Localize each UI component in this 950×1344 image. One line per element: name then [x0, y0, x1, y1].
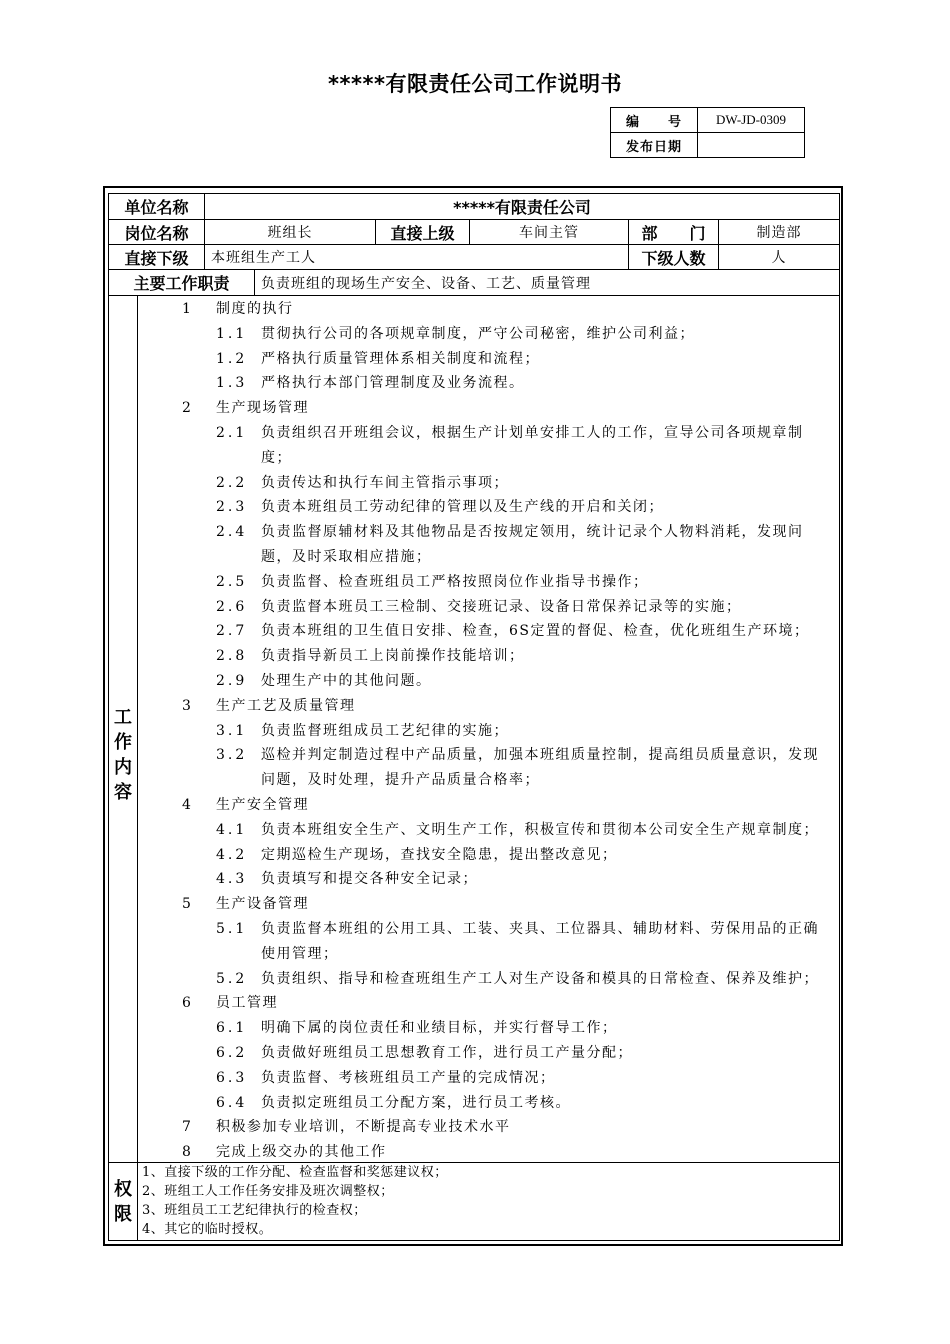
work-item-number: 4.3	[216, 871, 248, 888]
work-item-text: 严格执行本部门管理制度及业务流程。	[261, 375, 525, 392]
position-name-value: 班组长	[205, 220, 376, 245]
work-item-text: 负责本班组安全生产、文明生产工作，积极宣传和贯彻本公司安全生产规章制度；	[261, 821, 819, 838]
work-item-number: 6	[182, 995, 191, 1012]
work-item-number: 3	[182, 697, 191, 714]
work-item-number: 7	[182, 1119, 191, 1136]
work-item-text: 负责做好班组员工思想教育工作，进行员工产量分配；	[261, 1045, 633, 1061]
work-item-text: 负责填写和提交各种安全记录；	[261, 871, 478, 888]
work-item-text: 生产现场管理	[216, 400, 309, 417]
work-item-text: 负责监督、检查班组员工严格按照岗位作业指导书操作；	[261, 573, 649, 590]
work-item-number: 2.1	[216, 425, 248, 441]
job-description-table	[108, 193, 840, 1241]
work-item-text: 明确下属的岗位责任和业绩目标，并实行督导工作；	[261, 1020, 618, 1037]
rights-list	[138, 1163, 840, 1241]
unit-name-value: *****有限责任公司	[205, 194, 840, 220]
work-item-text: 生产设备管理	[216, 896, 309, 913]
work-item-text: 题，及时采取相应措施；	[261, 549, 432, 565]
work-item-text: 处理生产中的其他问题。	[261, 673, 432, 689]
work-item-text: 生产工艺及质量管理	[216, 697, 356, 714]
work-item-text: 负责监督原辅材料及其他物品是否按规定领用，统计记录个人物料消耗，发现问	[261, 524, 804, 541]
work-item-text: 负责指导新员工上岗前操作技能培训；	[261, 648, 525, 665]
work-item-number: 8	[182, 1144, 191, 1161]
work-content-list	[138, 296, 839, 1162]
document-title: *****有限责任公司工作说明书	[328, 72, 622, 96]
work-item-text: 负责监督本班组的公用工具、工装、夹具、工位器具、辅助材料、劳保用品的正确	[261, 921, 819, 937]
work-item-text: 定期巡检生产现场，查找安全隐患，提出整改意见；	[261, 846, 618, 863]
work-item-number: 5	[182, 896, 191, 913]
work-item-number: 1.1	[216, 325, 248, 342]
work-item-number: 1.2	[216, 350, 248, 367]
work-item-number: 5.2	[216, 970, 248, 987]
work-item-number: 2	[182, 400, 191, 417]
work-item-text: 负责本班组的卫生值日安排、检查，6S定置的督促、检查，优化班组生产环境；	[261, 623, 810, 640]
work-item-number: 4.1	[216, 821, 248, 838]
work-item-number: 1	[182, 301, 191, 317]
rights-label: 权限	[109, 1163, 138, 1241]
release-date-value	[698, 133, 805, 158]
work-item-text: 巡检并判定制造过程中产品质量，加强本班组质量控制，提高组员质量意识，发现	[261, 747, 819, 764]
work-item-text: 负责传达和执行车间主管指示事项；	[261, 474, 509, 491]
work-item-number: 2.8	[216, 648, 248, 665]
work-item-number: 5.1	[216, 921, 248, 937]
work-item-number: 2.9	[216, 673, 248, 689]
work-item-text: 完成上级交办的其他工作	[216, 1144, 387, 1161]
department-label: 部 门	[629, 220, 719, 245]
work-item-text: 问题，及时处理，提升产品质量合格率；	[261, 772, 540, 789]
work-item-number: 2.6	[216, 598, 248, 615]
code-value: DW-JD-0309	[698, 108, 805, 133]
work-item-number: 6.1	[216, 1020, 248, 1037]
work-item-number: 6.3	[216, 1069, 248, 1086]
work-item-text: 负责组织召开班组会议，根据生产计划单安排工人的工作，宣导公司各项规章制	[261, 425, 804, 441]
work-item-text: 贯彻执行公司的各项规章制度，严守公司秘密，维护公司利益；	[261, 325, 695, 342]
release-date-label: 发布日期	[611, 133, 698, 158]
work-item-text: 积极参加专业培训，不断提高专业技术水平	[216, 1119, 511, 1136]
direct-superior-value: 车间主管	[470, 220, 629, 245]
rights-item: 1、直接下级的工作分配、检查监督和奖惩建议权；	[142, 1165, 448, 1180]
work-item-text: 负责监督本班员工三检制、交接班记录、设备日常保养记录等的实施；	[261, 598, 742, 615]
work-item-text: 度；	[261, 449, 292, 466]
work-item-number: 3.2	[216, 747, 248, 764]
work-item-text: 员工管理	[216, 995, 278, 1012]
main-duty-value: 负责班组的现场生产安全、设备、工艺、质量管理	[255, 270, 840, 296]
work-item-text: 负责监督班组成员工艺纪律的实施；	[261, 722, 509, 739]
subordinate-count-label: 下级人数	[629, 245, 719, 270]
work-item-number: 3.1	[216, 722, 248, 739]
work-item-text: 负责本班组员工劳动纪律的管理以及生产线的开启和关闭；	[261, 499, 664, 516]
work-item-text: 负责组织、指导和检查班组生产工人对生产设备和模具的日常检查、保养及维护；	[261, 970, 819, 987]
work-item-number: 2.3	[216, 499, 248, 516]
rights-item: 2、班组工人工作任务安排及班次调整权；	[142, 1184, 394, 1199]
work-item-text: 使用管理；	[261, 945, 339, 962]
work-item-number: 2.7	[216, 623, 248, 640]
work-item-number: 6.4	[216, 1094, 248, 1111]
department-value: 制造部	[719, 220, 840, 245]
work-item-text: 负责监督、考核班组员工产量的完成情况；	[261, 1069, 556, 1086]
work-item-text: 生产安全管理	[216, 797, 309, 813]
unit-name-label: 单位名称	[109, 194, 205, 220]
direct-subordinate-value: 本班组生产工人	[205, 245, 629, 270]
direct-subordinate-label: 直接下级	[109, 245, 205, 270]
work-item-text: 制度的执行	[216, 301, 294, 317]
work-item-number: 1.3	[216, 375, 248, 392]
work-item-number: 2.4	[216, 524, 248, 541]
subordinate-count-value: 人	[719, 245, 840, 270]
work-item-number: 2.5	[216, 573, 248, 590]
work-item-text: 负责拟定班组员工分配方案，进行员工考核。	[261, 1094, 571, 1111]
document-code-table	[610, 107, 805, 158]
work-item-number: 6.2	[216, 1045, 248, 1061]
rights-item: 4、其它的临时授权。	[142, 1222, 273, 1237]
work-item-number: 4	[182, 797, 191, 813]
work-item-number: 4.2	[216, 846, 248, 863]
work-content-label: 工作内容	[109, 296, 138, 1163]
code-label: 编 号	[611, 108, 698, 133]
main-duty-label: 主要工作职责	[109, 270, 255, 296]
work-item-text: 严格执行质量管理体系相关制度和流程；	[261, 350, 540, 367]
work-content-cell	[138, 296, 840, 1163]
direct-superior-label: 直接上级	[376, 220, 470, 245]
position-name-label: 岗位名称	[109, 220, 205, 245]
work-item-number: 2.2	[216, 474, 248, 491]
rights-item: 3、班组员工工艺纪律执行的检查权；	[142, 1203, 367, 1218]
